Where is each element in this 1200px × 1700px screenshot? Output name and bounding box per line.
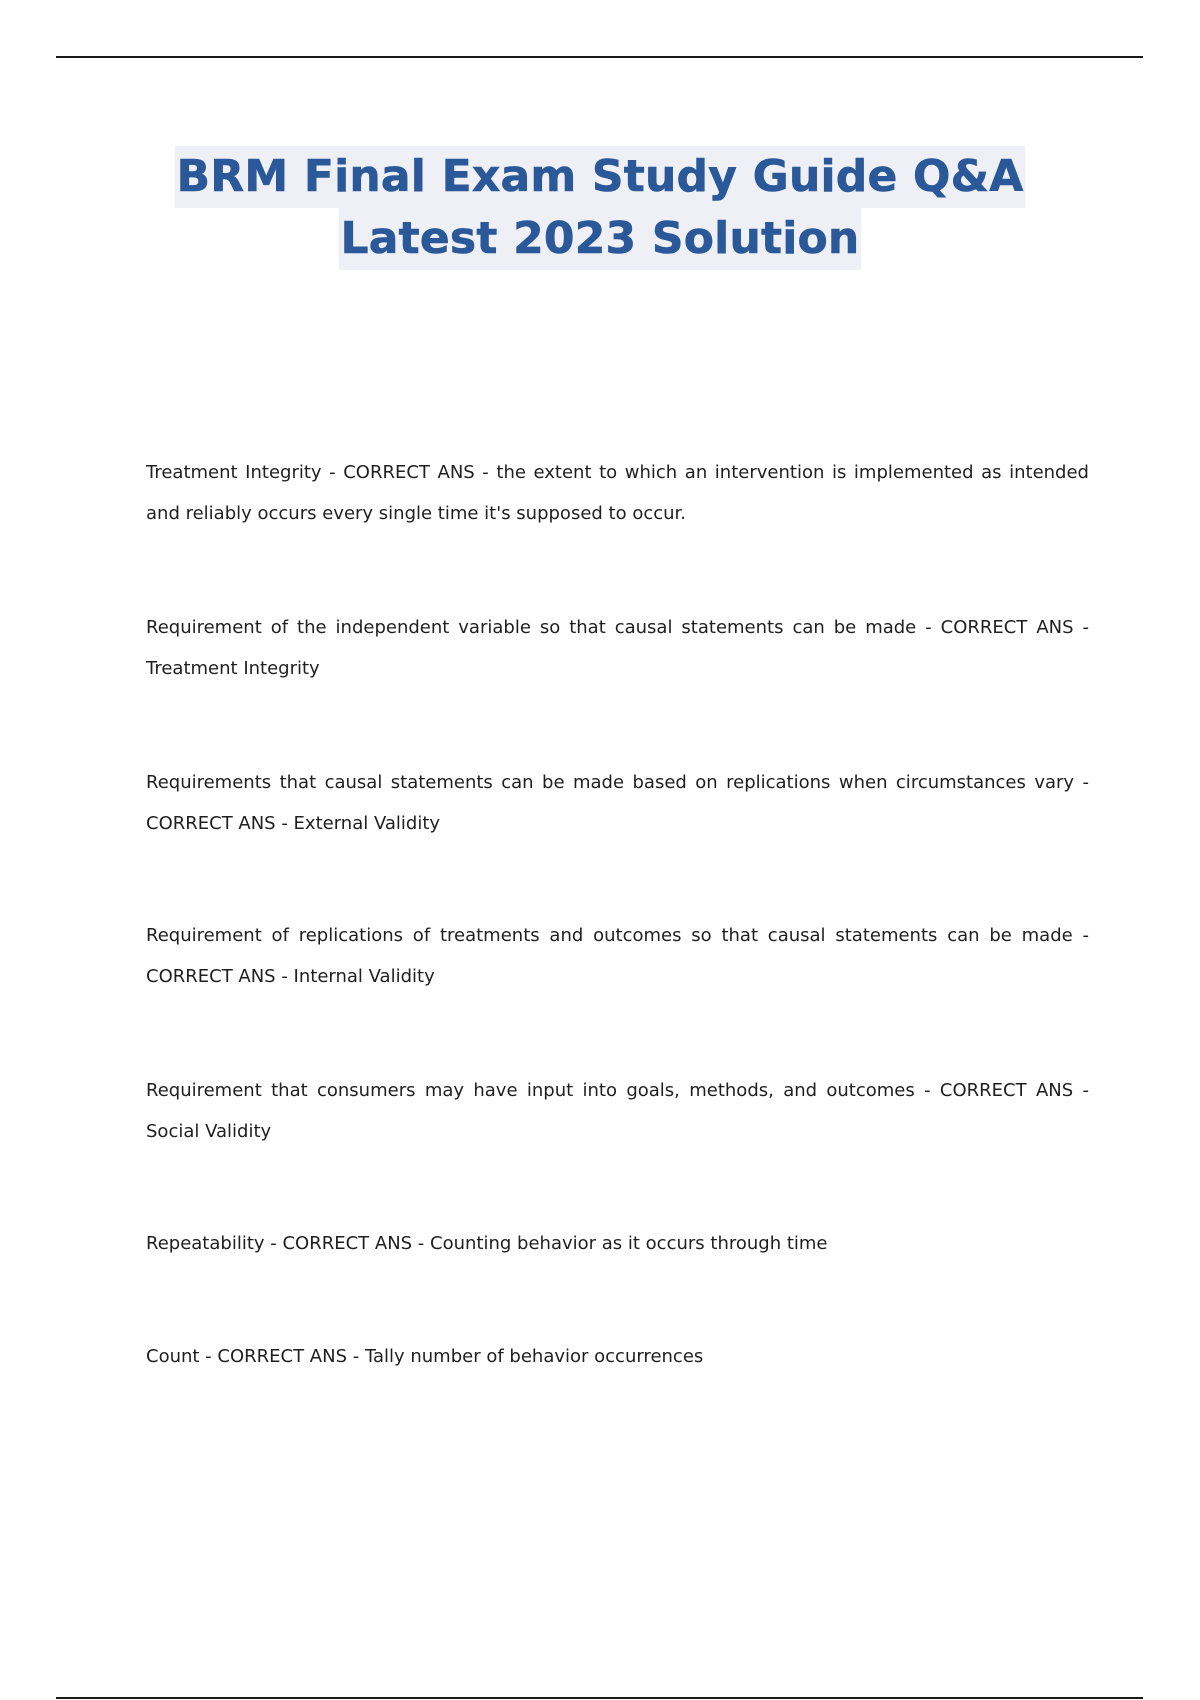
title-line-1: BRM Final Exam Study Guide Q&A — [175, 146, 1026, 208]
qa-item: Requirements that causal statements can be made based on replications when circumstances vary - CORRECT ANS - External Validity — [146, 772, 1089, 834]
qa-item: Requirement of the independent variable so that causal statements can be made - CORRECT ANS - Treatment Integrity — [146, 617, 1089, 679]
qa-item: Requirement that consumers may have input into goals, methods, and outcomes - CORRECT ANS - Social Validity — [146, 1080, 1089, 1142]
qa-item: Count - CORRECT ANS - Tally number of behavior occurrences — [146, 1346, 704, 1367]
bottom-rule — [56, 1697, 1143, 1699]
qa-item: Treatment Integrity - CORRECT ANS - the extent to which an intervention is implemented as intended and reliably occurs every single time it's supposed to occur. — [146, 462, 1089, 524]
document-title — [0, 146, 1200, 270]
top-rule — [56, 56, 1143, 58]
qa-item: Requirement of replications of treatments and outcomes so that causal statements can be made - CORRECT ANS - Internal Validity — [146, 925, 1089, 987]
title-line-2: Latest 2023 Solution — [339, 208, 862, 270]
qa-item: Repeatability - CORRECT ANS - Counting behavior as it occurs through time — [146, 1233, 828, 1254]
